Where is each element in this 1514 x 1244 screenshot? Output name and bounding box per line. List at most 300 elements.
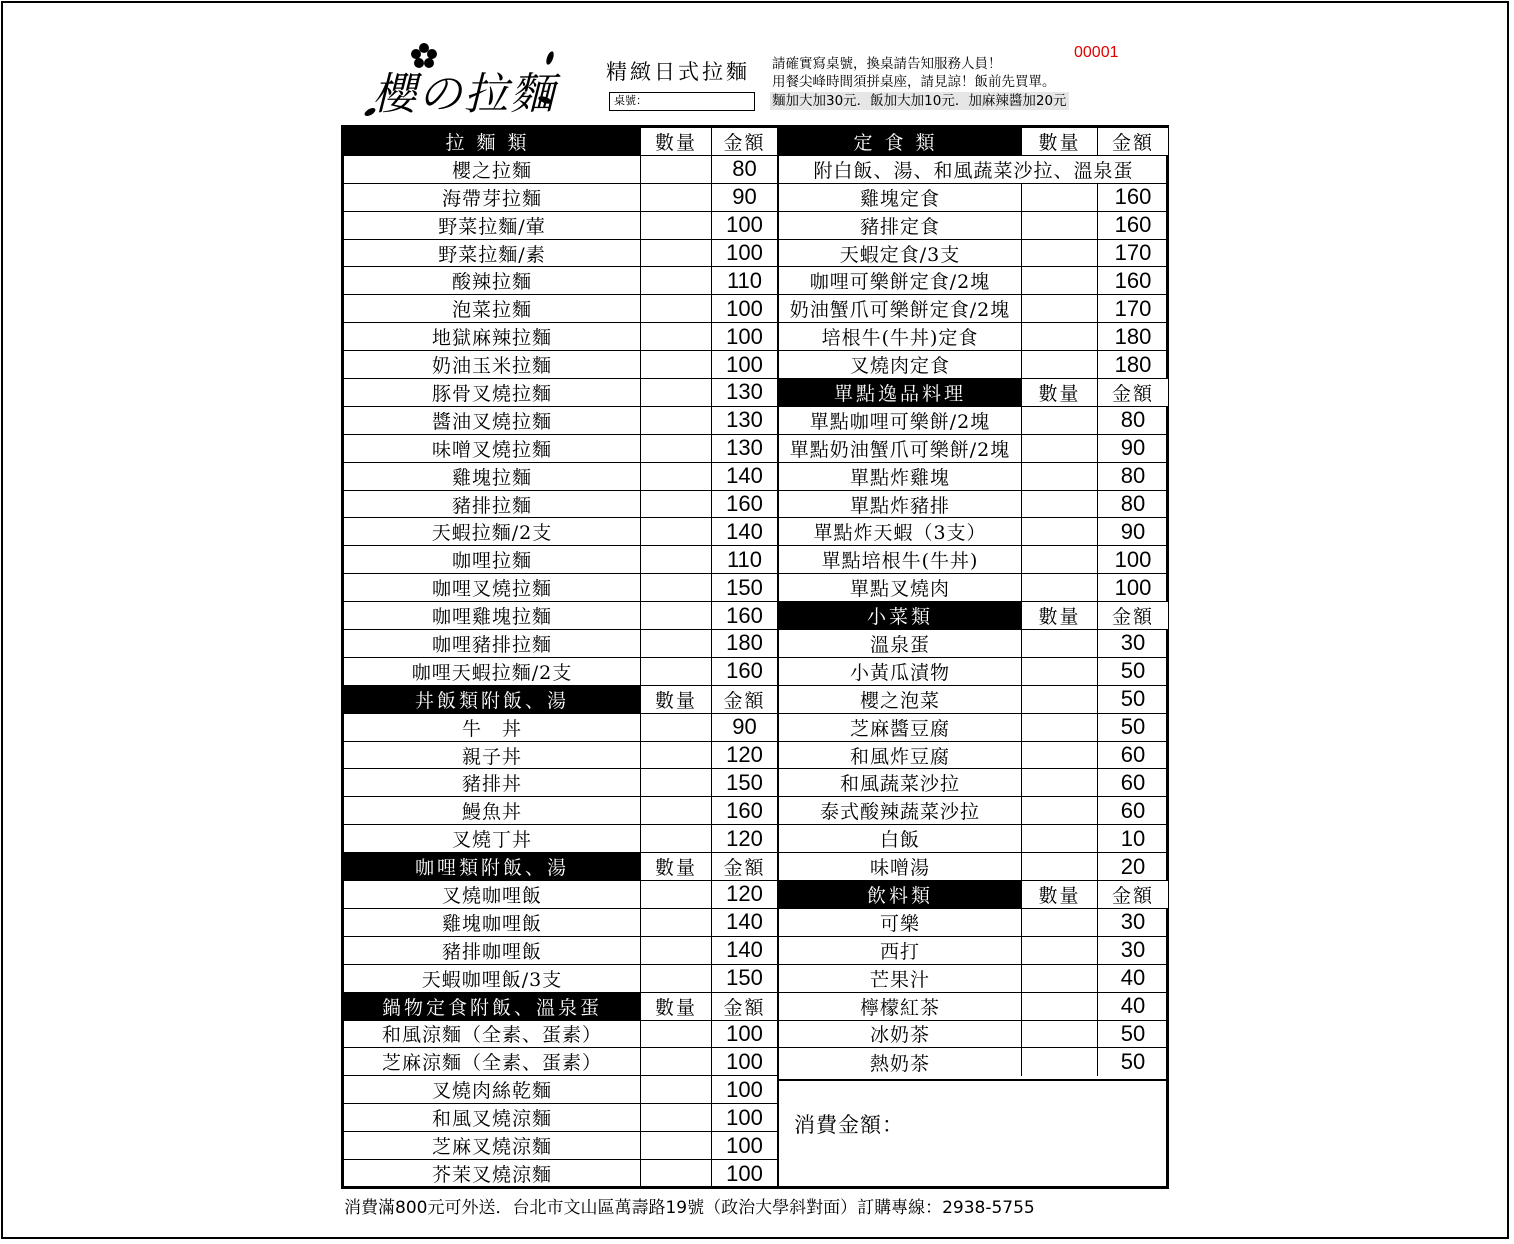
section-title: 定食類 xyxy=(779,128,1021,155)
quantity-field[interactable] xyxy=(1021,742,1097,769)
quantity-field[interactable] xyxy=(640,714,711,741)
quantity-field[interactable] xyxy=(640,965,711,992)
menu-item-price: 160 xyxy=(711,491,777,518)
menu-item-row xyxy=(779,825,1168,853)
serial-number: 00001 xyxy=(1074,44,1119,61)
menu-item-name: 和風蔬菜沙拉 xyxy=(839,773,960,796)
menu-item-name: 天蝦拉麵/2支 xyxy=(431,522,553,545)
table-number-field[interactable]: 桌號： xyxy=(609,92,755,111)
section-header xyxy=(344,686,777,714)
menu-item-price: 80 xyxy=(1097,491,1168,518)
menu-item-price: 140 xyxy=(711,909,777,936)
total-amount-box[interactable] xyxy=(779,1079,1168,1186)
menu-item-name: 親子丼 xyxy=(461,745,522,768)
restaurant-logo xyxy=(362,40,572,120)
menu-item-name: 咖哩雞塊拉麵 xyxy=(431,606,552,629)
quantity-field[interactable] xyxy=(1021,212,1097,239)
section-header xyxy=(344,993,777,1021)
quantity-field[interactable] xyxy=(640,574,711,601)
menu-item-name: 豬排咖哩飯 xyxy=(441,940,542,963)
menu-item-name: 叉燒肉定食 xyxy=(849,355,950,378)
left-column xyxy=(344,128,777,1188)
quantity-field[interactable] xyxy=(1021,323,1097,350)
menu-item-name: 單點炸天蝦（3支） xyxy=(813,522,987,545)
quantity-field[interactable] xyxy=(1021,965,1097,992)
menu-item-name: 和風炸豆腐 xyxy=(849,745,950,768)
menu-item-row xyxy=(779,435,1168,463)
quantity-field[interactable] xyxy=(1021,491,1097,518)
menu-item-name: 天蝦咖哩飯/3支 xyxy=(421,968,563,991)
quantity-field[interactable] xyxy=(640,435,711,462)
menu-item-row xyxy=(344,574,777,602)
menu-item-name: 醬油叉燒拉麵 xyxy=(431,410,552,433)
section-header xyxy=(344,853,777,881)
menu-item-price: 100 xyxy=(711,1021,777,1048)
menu-item-price: 100 xyxy=(711,212,777,239)
menu-item-row xyxy=(344,240,777,268)
menu-item-name: 地獄麻辣拉麵 xyxy=(431,327,552,350)
menu-item-row xyxy=(344,1104,777,1132)
section-title: 飲料類 xyxy=(779,881,1021,908)
menu-item-price: 60 xyxy=(1097,797,1168,824)
menu-item-price: 100 xyxy=(711,1076,777,1103)
menu-item-row xyxy=(779,742,1168,770)
menu-item-name: 芒果汁 xyxy=(869,968,930,991)
menu-item-price: 180 xyxy=(711,630,777,657)
menu-item-name: 鰻魚丼 xyxy=(461,801,522,824)
menu-item-name: 咖哩豬排拉麵 xyxy=(431,633,552,656)
menu-item-price: 90 xyxy=(711,714,777,741)
menu-item-row xyxy=(779,630,1168,658)
menu-item-price: 160 xyxy=(711,797,777,824)
quantity-field[interactable] xyxy=(1021,1021,1097,1048)
menu-item-row xyxy=(344,769,777,797)
quantity-field[interactable] xyxy=(1021,267,1097,294)
quantity-field[interactable] xyxy=(1021,909,1097,936)
quantity-field[interactable] xyxy=(1021,825,1097,852)
menu-item-row xyxy=(344,1132,777,1160)
quantity-field[interactable] xyxy=(640,769,711,796)
quantity-field[interactable] xyxy=(640,240,711,267)
quantity-field[interactable] xyxy=(1021,463,1097,490)
menu-item-name: 叉燒肉絲乾麵 xyxy=(431,1080,552,1103)
price-header: 金額 xyxy=(1097,379,1168,406)
menu-item-price: 140 xyxy=(711,518,777,545)
menu-item-row xyxy=(344,630,777,658)
menu-item-row xyxy=(344,825,777,853)
menu-item-price: 80 xyxy=(1097,463,1168,490)
menu-item-price: 100 xyxy=(1097,574,1168,601)
quantity-field[interactable] xyxy=(640,156,711,183)
menu-item-row xyxy=(344,463,777,491)
section-header xyxy=(344,128,777,156)
menu-item-price: 160 xyxy=(1097,212,1168,239)
quantity-field[interactable] xyxy=(640,937,711,964)
menu-item-price: 160 xyxy=(1097,184,1168,211)
menu-item-row xyxy=(344,1048,777,1076)
quantity-field[interactable] xyxy=(640,881,711,908)
menu-item-row xyxy=(779,295,1168,323)
quantity-field[interactable] xyxy=(640,212,711,239)
price-header: 金額 xyxy=(711,686,777,713)
menu-item-name: 咖哩拉麵 xyxy=(451,550,532,573)
menu-item-name: 單點叉燒肉 xyxy=(849,578,950,601)
menu-item-row xyxy=(344,351,777,379)
menu-item-price: 110 xyxy=(711,267,777,294)
quantity-field[interactable] xyxy=(1021,630,1097,657)
menu-item-price: 50 xyxy=(1097,658,1168,685)
menu-item-row xyxy=(779,937,1168,965)
menu-item-price: 60 xyxy=(1097,742,1168,769)
quantity-field[interactable] xyxy=(1021,1048,1097,1076)
menu-item-row xyxy=(779,574,1168,602)
menu-item-name: 叉燒咖哩飯 xyxy=(441,885,542,907)
menu-item-name: 單點培根牛(牛丼) xyxy=(821,550,979,573)
quantity-field[interactable] xyxy=(640,658,711,685)
menu-item-price: 120 xyxy=(711,881,777,908)
menu-item-name: 可樂 xyxy=(879,912,920,935)
quantity-field[interactable] xyxy=(1021,518,1097,545)
menu-item-price: 160 xyxy=(1097,267,1168,294)
menu-item-name: 熱奶茶 xyxy=(869,1052,930,1075)
menu-item-name: 和風涼麵（全素、蛋素） xyxy=(381,1024,602,1047)
quantity-field[interactable] xyxy=(1021,769,1097,796)
menu-item-row xyxy=(779,965,1168,993)
menu-item-price: 170 xyxy=(1097,295,1168,322)
menu-item-row xyxy=(344,1160,777,1188)
menu-item-price: 90 xyxy=(1097,518,1168,545)
section-note xyxy=(779,156,1168,184)
quantity-field[interactable] xyxy=(640,407,711,434)
qty-header: 數量 xyxy=(640,993,711,1020)
menu-item-price: 170 xyxy=(1097,240,1168,267)
menu-item-price: 130 xyxy=(711,379,777,406)
menu-item-price: 100 xyxy=(711,351,777,378)
menu-item-name: 豬排丼 xyxy=(461,773,522,796)
menu-item-price: 140 xyxy=(711,463,777,490)
menu-item-row xyxy=(344,435,777,463)
section-header xyxy=(779,602,1168,630)
menu-item-row xyxy=(344,518,777,546)
menu-item-row xyxy=(779,686,1168,714)
menu-item-row xyxy=(344,212,777,240)
menu-item-row xyxy=(344,937,777,965)
menu-item-name: 檸檬紅茶 xyxy=(859,996,940,1019)
menu-item-name: 單點炸雞塊 xyxy=(849,466,950,489)
quantity-field[interactable] xyxy=(640,1048,711,1075)
menu-item-name: 單點奶油蟹爪可樂餅/2塊 xyxy=(789,438,1011,461)
menu-item-name: 櫻之泡菜 xyxy=(859,689,940,712)
quantity-field[interactable] xyxy=(1021,407,1097,434)
menu-item-name: 櫻之拉麵 xyxy=(451,159,532,182)
quantity-field[interactable] xyxy=(1021,184,1097,211)
footer-delivery-info: 消費滿800元可外送．台北市文山區萬壽路19號（政治大學斜對面）訂購專線：2938-5755 xyxy=(344,1198,1035,1218)
quantity-field[interactable] xyxy=(640,742,711,769)
menu-item-price: 130 xyxy=(711,407,777,434)
menu-item-name: 咖哩可樂餅定食/2塊 xyxy=(809,271,991,294)
menu-item-price: 100 xyxy=(1097,546,1168,573)
qty-header: 數量 xyxy=(1021,128,1097,155)
menu-item-price: 40 xyxy=(1097,965,1168,992)
menu-item-row xyxy=(779,797,1168,825)
menu-item-name: 野菜拉麵/素 xyxy=(438,243,546,266)
menu-item-name: 天蝦定食/3支 xyxy=(839,243,961,266)
menu-item-row xyxy=(344,379,777,407)
menu-item-row xyxy=(779,909,1168,937)
menu-item-row xyxy=(779,658,1168,686)
menu-item-price: 50 xyxy=(1097,686,1168,713)
menu-item-price: 100 xyxy=(711,240,777,267)
menu-item-row xyxy=(779,491,1168,519)
quantity-field[interactable] xyxy=(1021,993,1097,1020)
menu-item-price: 20 xyxy=(1097,853,1168,880)
menu-item-name: 雞塊定食 xyxy=(859,187,940,210)
menu-item-name: 單點咖哩可樂餅/2塊 xyxy=(809,410,991,433)
menu-item-row xyxy=(344,295,777,323)
notice-line-2: 用餐尖峰時間須拼桌座，請見諒！飯前先買單。 xyxy=(772,74,1056,90)
quantity-field[interactable] xyxy=(640,351,711,378)
qty-header: 數量 xyxy=(640,853,711,880)
quantity-field[interactable] xyxy=(1021,853,1097,880)
menu-item-row xyxy=(779,212,1168,240)
menu-item-price: 40 xyxy=(1097,993,1168,1020)
menu-item-name: 酸辣拉麵 xyxy=(451,271,532,294)
menu-item-price: 120 xyxy=(711,825,777,852)
quantity-field[interactable] xyxy=(640,323,711,350)
menu-item-price: 100 xyxy=(711,295,777,322)
menu-item-row xyxy=(779,769,1168,797)
quantity-field[interactable] xyxy=(1021,351,1097,378)
quantity-field[interactable] xyxy=(640,379,711,406)
qty-header: 數量 xyxy=(1021,602,1097,629)
price-header: 金額 xyxy=(1097,602,1168,629)
menu-item-row xyxy=(344,546,777,574)
menu-item-price: 150 xyxy=(711,965,777,992)
menu-item-name: 芝麻醬豆腐 xyxy=(849,717,950,740)
menu-item-name: 味噌叉燒拉麵 xyxy=(431,438,552,461)
menu-item-row xyxy=(779,1048,1168,1076)
price-header: 金額 xyxy=(711,993,777,1020)
quantity-field[interactable] xyxy=(640,1132,711,1159)
menu-item-name: 野菜拉麵/葷 xyxy=(438,215,546,238)
quantity-field[interactable] xyxy=(640,825,711,852)
menu-item-row xyxy=(779,267,1168,295)
section-title: 咖哩類附飯、湯 xyxy=(344,853,640,880)
menu-item-row xyxy=(779,323,1168,351)
quantity-field[interactable] xyxy=(640,1076,711,1103)
quantity-field[interactable] xyxy=(640,1104,711,1131)
quantity-field[interactable] xyxy=(640,630,711,657)
menu-item-name: 冰奶茶 xyxy=(869,1024,930,1047)
menu-item-row xyxy=(779,184,1168,212)
menu-item-row xyxy=(344,714,777,742)
qty-header: 數量 xyxy=(1021,881,1097,908)
menu-item-row xyxy=(344,909,777,937)
menu-item-name: 芝麻叉燒涼麵 xyxy=(431,1136,552,1159)
total-amount-label: 消費金額： xyxy=(794,1113,904,1137)
menu-item-row xyxy=(779,518,1168,546)
menu-item-name: 豬排拉麵 xyxy=(451,494,532,517)
menu-item-name: 奶油蟹爪可樂餅定食/2塊 xyxy=(789,299,1011,322)
menu-item-price: 140 xyxy=(711,937,777,964)
menu-item-row xyxy=(344,1076,777,1104)
menu-item-name: 溫泉蛋 xyxy=(869,633,930,656)
section-title: 拉麵類 xyxy=(344,128,640,155)
menu-item-name: 單點炸豬排 xyxy=(849,494,950,517)
menu-item-price: 90 xyxy=(711,184,777,211)
section-title: 鍋物定食附飯、溫泉蛋 xyxy=(344,993,640,1020)
price-header: 金額 xyxy=(1097,128,1168,155)
menu-item-row xyxy=(344,881,777,909)
menu-item-price: 160 xyxy=(711,658,777,685)
qty-header: 數量 xyxy=(1021,379,1097,406)
menu-item-name: 雞塊咖哩飯 xyxy=(441,912,542,935)
menu-item-row xyxy=(779,351,1168,379)
menu-item-row xyxy=(779,463,1168,491)
quantity-field[interactable] xyxy=(1021,714,1097,741)
quantity-field[interactable] xyxy=(1021,546,1097,573)
menu-item-name: 咖哩天蝦拉麵/2支 xyxy=(411,661,573,684)
menu-item-price: 180 xyxy=(1097,323,1168,350)
menu-item-row xyxy=(344,602,777,630)
quantity-field[interactable] xyxy=(640,184,711,211)
right-column xyxy=(777,128,1168,1186)
menu-item-price: 10 xyxy=(1097,825,1168,852)
logo-text: 櫻の拉麵 xyxy=(372,69,556,120)
quantity-field[interactable] xyxy=(640,295,711,322)
menu-item-row xyxy=(344,267,777,295)
menu-item-price: 100 xyxy=(711,1160,777,1188)
tagline: 精緻日式拉麵 xyxy=(606,60,750,84)
menu-item-name: 泰式酸辣蔬菜沙拉 xyxy=(819,801,980,824)
menu-item-name: 咖哩叉燒拉麵 xyxy=(431,578,552,601)
menu-item-name: 泡菜拉麵 xyxy=(451,299,532,322)
menu-item-name: 芥茉叉燒涼麵 xyxy=(431,1164,552,1187)
quantity-field[interactable] xyxy=(1021,937,1097,964)
menu-item-row xyxy=(344,491,777,519)
menu-item-row xyxy=(779,240,1168,268)
menu-item-row xyxy=(344,1021,777,1049)
menu-item-row xyxy=(344,742,777,770)
menu-item-name: 豚骨叉燒拉麵 xyxy=(431,382,552,405)
menu-item-price: 180 xyxy=(1097,351,1168,378)
section-header xyxy=(779,128,1168,156)
menu-item-row xyxy=(779,714,1168,742)
menu-item-price: 60 xyxy=(1097,769,1168,796)
quantity-field[interactable] xyxy=(640,463,711,490)
quantity-field[interactable] xyxy=(1021,574,1097,601)
quantity-field[interactable] xyxy=(1021,797,1097,824)
section-header xyxy=(779,379,1168,407)
menu-item-price: 100 xyxy=(711,323,777,350)
menu-item-price: 120 xyxy=(711,742,777,769)
menu-item-price: 160 xyxy=(711,602,777,629)
quantity-field[interactable] xyxy=(640,491,711,518)
menu-item-price: 30 xyxy=(1097,909,1168,936)
section-header xyxy=(779,881,1168,909)
menu-item-row xyxy=(779,1021,1168,1049)
menu-item-name: 奶油玉米拉麵 xyxy=(431,355,552,378)
quantity-field[interactable] xyxy=(640,909,711,936)
menu-item-price: 110 xyxy=(711,546,777,573)
menu-item-row xyxy=(779,993,1168,1021)
quantity-field[interactable] xyxy=(640,546,711,573)
menu-item-name: 味噌湯 xyxy=(869,857,930,880)
menu-item-price: 80 xyxy=(711,156,777,183)
menu-item-row xyxy=(344,965,777,993)
menu-item-price: 80 xyxy=(1097,407,1168,434)
quantity-field[interactable] xyxy=(1021,658,1097,685)
notice-line-3: 麵加大加30元．飯加大加10元．加麻辣醬加20元 xyxy=(772,93,1067,109)
notice-line-1: 請確實寫桌號，換桌請告知服務人員！ xyxy=(772,56,1002,72)
menu-item-price: 90 xyxy=(1097,435,1168,462)
section-title: 小菜類 xyxy=(779,602,1021,629)
menu-table xyxy=(341,125,1169,1189)
menu-item-price: 100 xyxy=(711,1132,777,1159)
menu-item-row xyxy=(779,853,1168,881)
menu-item-price: 30 xyxy=(1097,630,1168,657)
menu-item-price: 100 xyxy=(711,1048,777,1075)
menu-item-name: 雞塊拉麵 xyxy=(451,466,532,489)
menu-item-price: 150 xyxy=(711,769,777,796)
menu-item-row xyxy=(344,658,777,686)
quantity-field[interactable] xyxy=(640,267,711,294)
menu-item-name: 叉燒丁丼 xyxy=(451,829,532,852)
quantity-field[interactable] xyxy=(640,602,711,629)
quantity-field[interactable] xyxy=(640,1021,711,1048)
menu-item-name: 小黃瓜漬物 xyxy=(849,661,950,684)
menu-item-row xyxy=(344,184,777,212)
section-title: 丼飯類附飯、湯 xyxy=(344,686,640,713)
quantity-field[interactable] xyxy=(640,797,711,824)
menu-item-price: 100 xyxy=(711,1104,777,1131)
menu-item-name: 牛 丼 xyxy=(461,717,522,740)
menu-item-row xyxy=(344,156,777,184)
quantity-field[interactable] xyxy=(1021,295,1097,322)
qty-header: 數量 xyxy=(640,686,711,713)
menu-item-name: 豬排定食 xyxy=(859,215,940,238)
quantity-field[interactable] xyxy=(640,1160,711,1188)
menu-item-row xyxy=(344,797,777,825)
menu-item-row xyxy=(779,546,1168,574)
menu-item-row xyxy=(344,407,777,435)
section-title: 單點逸品料理 xyxy=(779,379,1021,406)
quantity-field[interactable] xyxy=(640,518,711,545)
menu-item-price: 50 xyxy=(1097,1021,1168,1048)
price-header: 金額 xyxy=(711,853,777,880)
menu-item-name: 西打 xyxy=(879,940,920,963)
qty-header: 數量 xyxy=(640,128,711,155)
menu-item-name: 白飯 xyxy=(879,829,920,852)
menu-item-name: 芝麻涼麵（全素、蛋素） xyxy=(381,1052,602,1075)
quantity-field[interactable] xyxy=(1021,435,1097,462)
menu-item-name: 培根牛(牛丼)定食 xyxy=(821,327,979,350)
menu-item-price: 130 xyxy=(711,435,777,462)
quantity-field[interactable] xyxy=(1021,686,1097,713)
menu-item-price: 50 xyxy=(1097,1048,1168,1076)
menu-item-price: 30 xyxy=(1097,937,1168,964)
menu-item-row xyxy=(344,323,777,351)
section-note-text: 附白飯、湯、和風蔬菜沙拉、溫泉蛋 xyxy=(813,159,1134,182)
menu-item-name: 和風叉燒涼麵 xyxy=(431,1108,552,1131)
menu-item-row xyxy=(779,407,1168,435)
menu-item-name: 海帶芽拉麵 xyxy=(441,187,542,210)
menu-item-price: 50 xyxy=(1097,714,1168,741)
quantity-field[interactable] xyxy=(1021,240,1097,267)
price-header: 金額 xyxy=(1097,881,1168,908)
price-header: 金額 xyxy=(711,128,777,155)
menu-item-price: 150 xyxy=(711,574,777,601)
